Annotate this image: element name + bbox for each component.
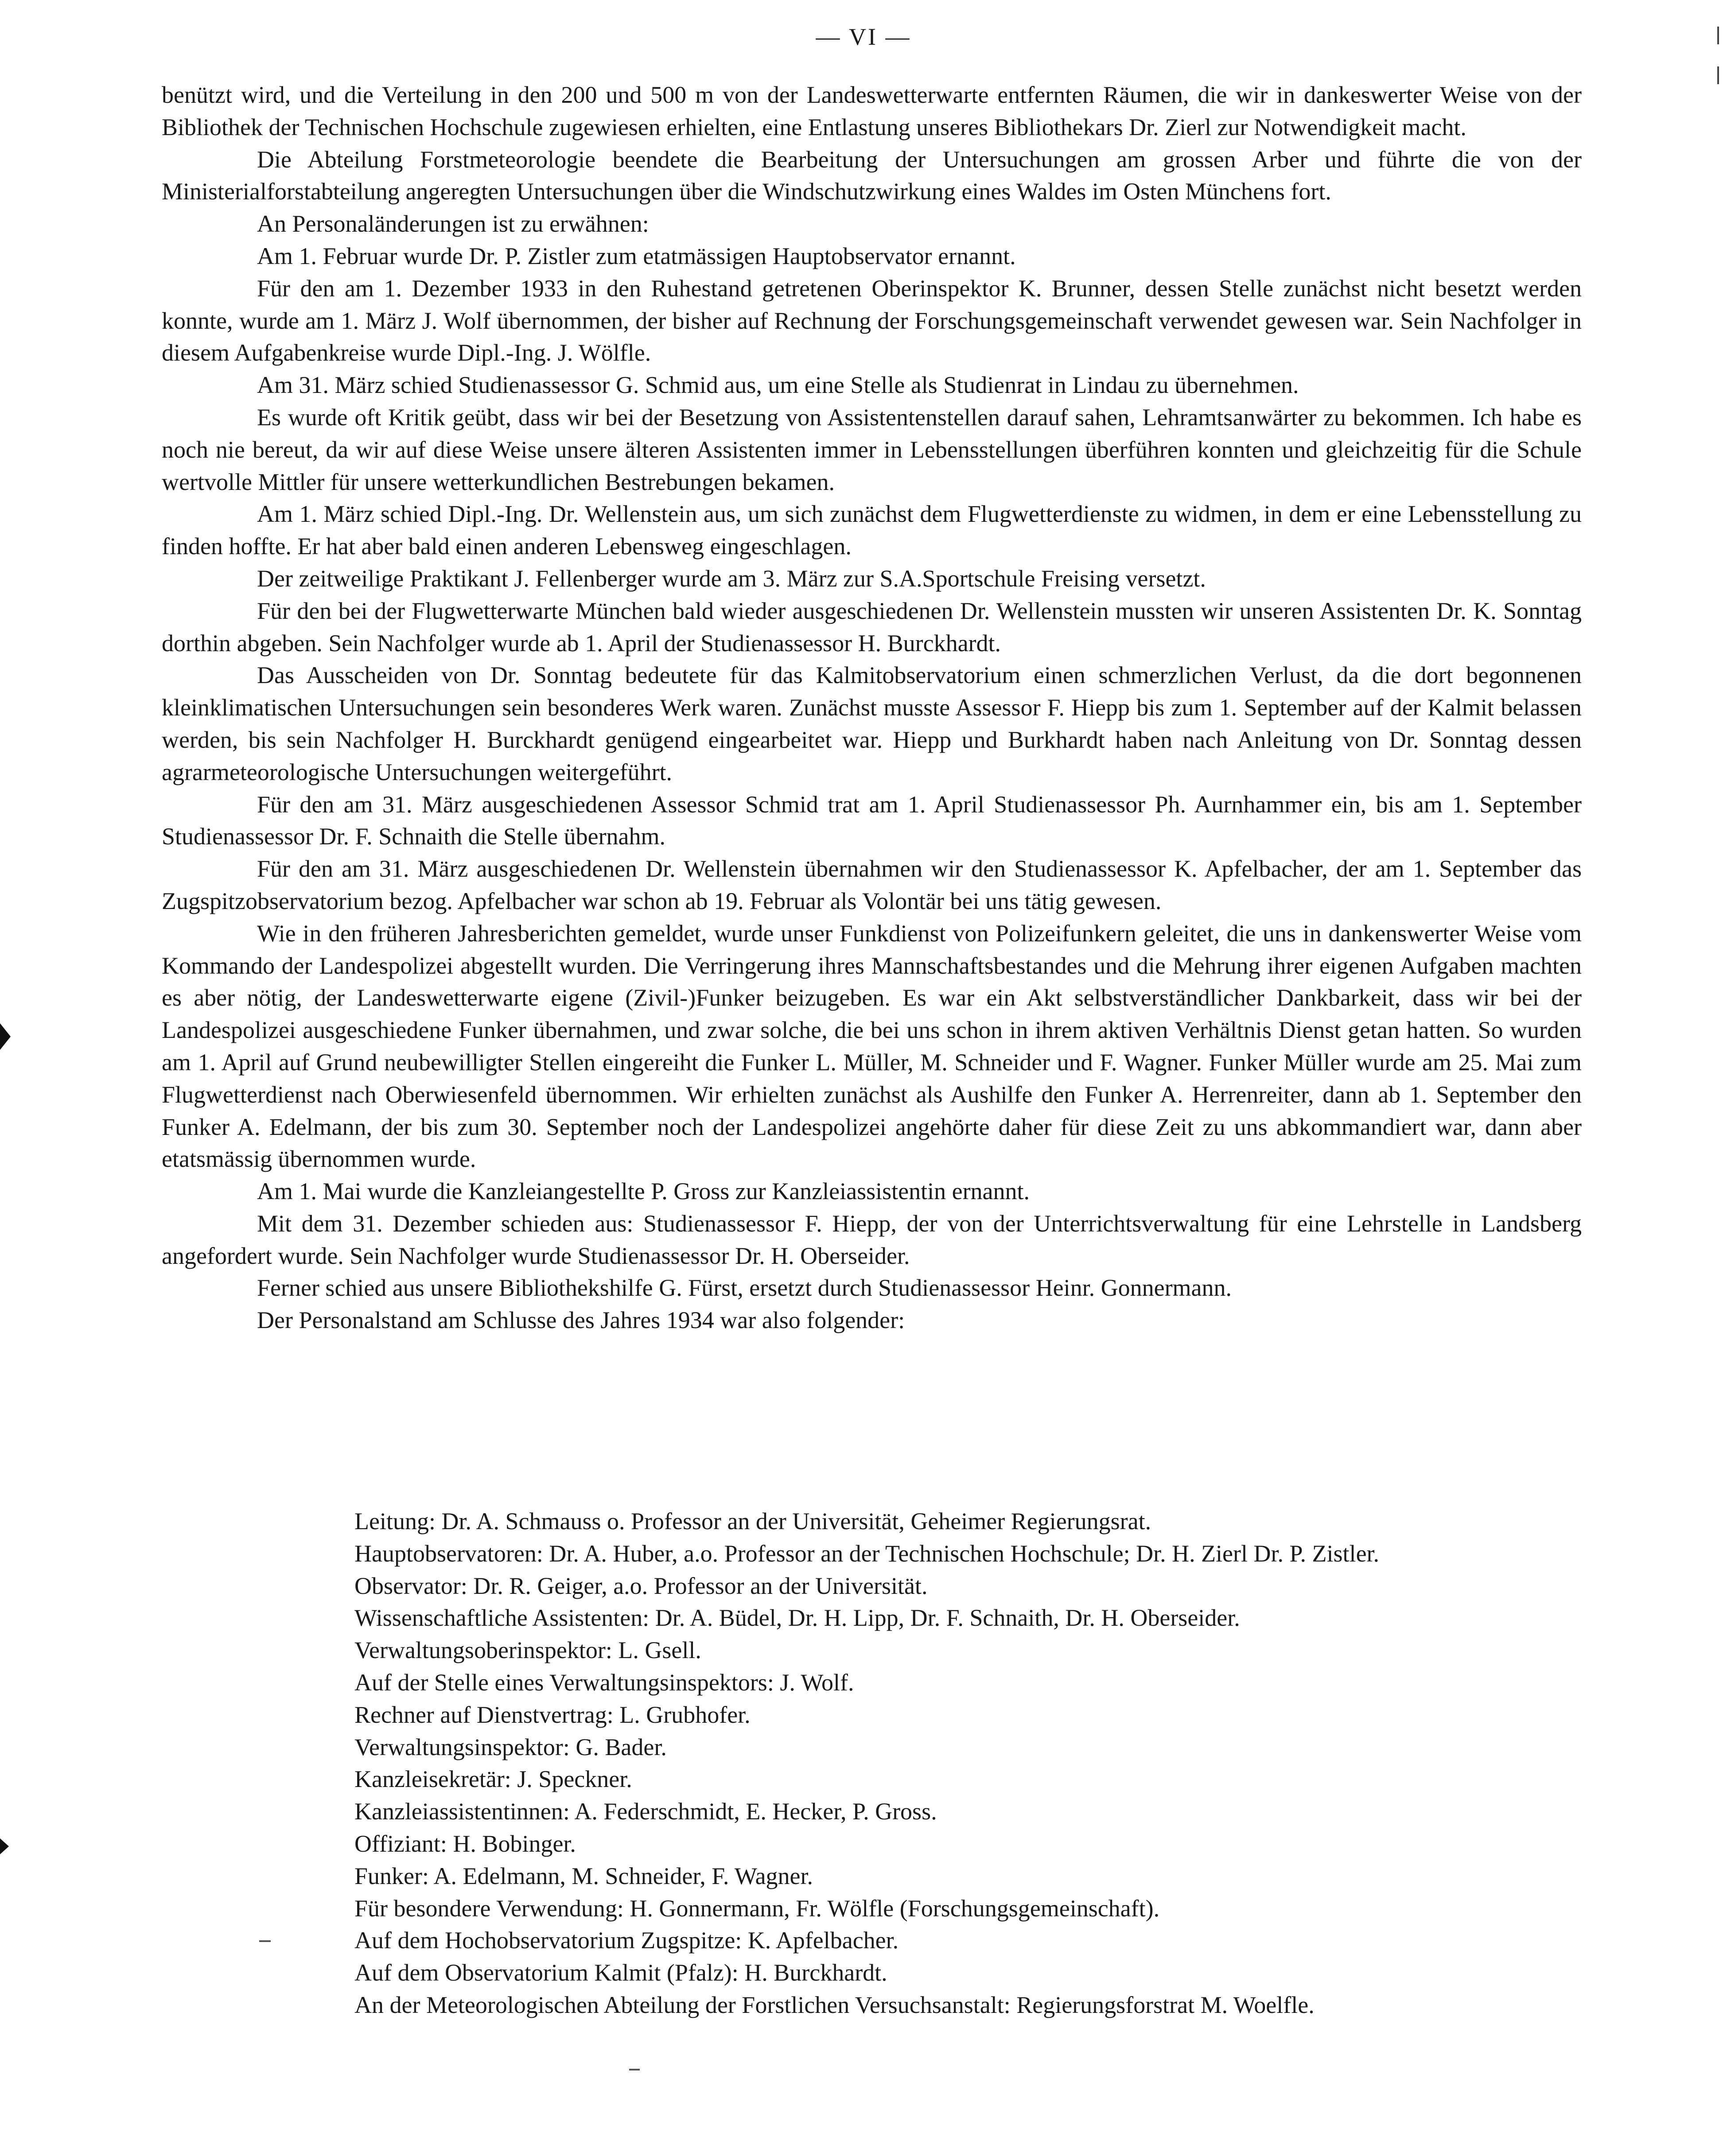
paragraph: Am 1. März schied Dipl.-Ing. Dr. Wellenstein aus, um sich zunächst dem Flugwetterdienste zu widmen, in dem er eine Lebensstellung zu finden hoffte. Er hat aber bald einen anderen Lebensweg eingeschlagen. — [162, 501, 1582, 560]
roster-item: Wissenschaftliche Assistenten: Dr. A. Büdel, Dr. H. Lipp, Dr. F. Schnaith, Dr. H. Oberseider. — [354, 1604, 1240, 1632]
paragraph: Für den am 31. März ausgeschiedenen Dr. Wellenstein übernahmen wir den Studienassessor K. Apfelbacher, der am 1. September das Zugspitzobservatorium bezog. Apfelbacher war schon ab 19. Februar als Volontär bei uns tätig gewesen. — [162, 855, 1582, 914]
paragraph: Wie in den früheren Jahresberichten gemeldet, wurde unser Funkdienst von Polizeifunkern geleitet, die uns in dankenswerter Weise vom Kommando der Landespolizei abgestellt wurden. Die Verringerung ihres Mannschaftsbestandes und die Mehrung ihrer eigenen Aufgaben machten es aber nötig, der Landeswetterwarte eigene (Zivil-)Funker beizugeben. Es war ein Akt selbstverständlicher Dankbarkeit, dass wir bei der Landespolizei ausgeschiedene Funker übernahmen, und zwar solche, die bei uns schon in ihrem aktiven Verhältnis Dienst getan hatten. So wurden am 1. April auf Grund neubewilligter Stellen eingereiht die Funker L. Müller, M. Schneider und F. Wagner. Funker Müller wurde am 25. Mai zum Flugwetterdienst nach Oberwiesenfeld übernommen. Wir erhielten zunächst als Aushilfe den Funker A. Herrenreiter, dann ab 1. September den Funker A. Edelmann, der bis zum 30. September noch der Landespolizei angehörte daher für diese Zeit zu uns abkommandiert war, dann aber etatsmässig übernommen wurde. — [162, 920, 1582, 1173]
paragraph: Die Abteilung Forstmeteorologie beendete die Bearbeitung der Untersuchungen am grossen Arber und führte die von der Ministerialforstabteilung angeregten Untersuchungen über die Windschutzwirkung eines Waldes im Osten Münchens fort. — [162, 146, 1582, 205]
roster-item: Auf dem Hochobservatorium Zugspitze: K. Apfelbacher. — [354, 1927, 899, 1954]
paragraph: Der Personalstand am Schlusse des Jahres 1934 war also folgender: — [257, 1307, 905, 1334]
paragraph: An Personaländerungen ist zu erwähnen: — [257, 210, 649, 237]
roster-item: Offiziant: H. Bobinger. — [354, 1830, 576, 1857]
roster-item: Kanzleiassistentinnen: A. Federschmidt, E. Hecker, P. Gross. — [354, 1798, 937, 1825]
left-margin-arrow-mark — [0, 1838, 11, 1854]
roster-item: Hauptobservatoren: Dr. A. Huber, a.o. Professor an der Technischen Hochschule; Dr. H. Zierl Dr. P. Zistler. — [354, 1540, 1380, 1567]
margin-dash-mark — [259, 1940, 271, 1942]
roster-item: Observator: Dr. R. Geiger, a.o. Professor an der Universität. — [354, 1572, 928, 1599]
body-text — [162, 79, 1582, 1336]
roster-item: Auf dem Observatorium Kalmit (Pfalz): H. Burckhardt. — [354, 1959, 887, 1986]
roster-item: Auf der Stelle eines Verwaltungsinspektors: J. Wolf. — [354, 1669, 854, 1696]
roster-item: Für besondere Verwendung: H. Gonnermann, Fr. Wölfle (Forschungsgemeinschaft). — [354, 1895, 1160, 1922]
left-margin-arrow-mark — [0, 1023, 13, 1050]
paragraph: Am 31. März schied Studienassessor G. Schmid aus, um eine Stelle als Studienrat in Lindau zu übernehmen. — [257, 372, 1299, 399]
roster-item: Funker: A. Edelmann, M. Schneider, F. Wagner. — [354, 1862, 813, 1889]
roster-item: Verwaltungsoberinspektor: L. Gsell. — [354, 1637, 701, 1664]
paragraph: Das Ausscheiden von Dr. Sonntag bedeutete für das Kalmitobservatorium einen schmerzlichen Verlust, da die dort begonnenen kleinklimatischen Untersuchungen sein besonderes Werk waren. Zunächst musste Assessor F. Hiepp bis zum 1. September auf der Kalmit belassen werden, bis sein Nachfolger H. Burckhardt genügend eingearbeitet war. Hiepp und Burkhardt haben nach Anleitung von Dr. Sonntag dessen agrarmeteorologische Untersuchungen weitergeführt. — [162, 662, 1582, 785]
roster-item: Kanzleisekretär: J. Speckner. — [354, 1766, 632, 1793]
paragraph: Es wurde oft Kritik geübt, dass wir bei der Besetzung von Assistentenstellen darauf sahen, Lehramtsanwärter zu bekommen. Ich habe es noch nie bereut, da wir auf diese Weise unsere älteren Assistenten immer in Lebensstellungen überführen konnten und gleichzeitig für die Schule wertvolle Mittler für unsere wetterkundlichen Bestrebungen bekamen. — [162, 404, 1582, 495]
right-margin-tick — [1717, 27, 1719, 44]
roster-item: Verwaltungsinspektor: G. Bader. — [354, 1733, 667, 1760]
paragraph: Für den bei der Flugwetterwarte München bald wieder ausgeschiedenen Dr. Wellenstein mussten wir unseren Assistenten Dr. K. Sonntag dorthin abgeben. Sein Nachfolger wurde ab 1. April der Studienassessor H. Burckhardt. — [162, 597, 1582, 657]
paragraph: Für den am 1. Dezember 1933 in den Ruhestand getretenen Oberinspektor K. Brunner, dessen Stelle zunächst nicht besetzt werden konnte, wurde am 1. März J. Wolf übernommen, der bisher auf Rechnung der Forschungsgemeinschaft verwendet gewesen war. Sein Nachfolger in diesem Aufgabenkreise wurde Dipl.-Ing. J. Wölfle. — [162, 275, 1582, 366]
margin-mark-shape — [0, 1838, 9, 1854]
roster-item: Leitung: Dr. A. Schmauss o. Professor an der Universität, Geheimer Regierungsrat. — [354, 1508, 1151, 1534]
paragraph: Mit dem 31. Dezember schieden aus: Studienassessor F. Hiepp, der von der Unterrichtsverwaltung für eine Lehrstelle in Landsberg angefordert wurde. Sein Nachfolger wurde Studienassessor Dr. H. Oberseider. — [162, 1210, 1582, 1269]
paragraph: benützt wird, und die Verteilung in den 200 und 500 m von der Landeswetterwarte entfernten Räumen, die wir in dankeswerter Weise von der Bibliothek der Technischen Hochschule zugewiesen erhielten, eine Entlastung unseres Bibliothekars Dr. Zierl zur Notwendigkeit macht. — [162, 82, 1582, 140]
staff-roster — [354, 1505, 1586, 2021]
margin-mark-shape — [0, 1023, 11, 1050]
paragraph: Der zeitweilige Praktikant J. Fellenberger wurde am 3. März zur S.A.Sportschule Freising versetzt. — [257, 565, 1206, 592]
footer-rule-mark — [629, 2069, 640, 2071]
paragraph: Ferner schied aus unsere Bibliothekshilfe G. Fürst, ersetzt durch Studienassessor Heinr. Gonnermann. — [257, 1274, 1232, 1301]
page-number: — VI — — [816, 23, 911, 50]
paragraph: Für den am 31. März ausgeschiedenen Assessor Schmid trat am 1. April Studienassessor Ph. Aurnhammer ein, bis am 1. September Studienassessor Dr. F. Schnaith die Stelle übernahm. — [162, 791, 1582, 850]
paragraph: Am 1. Februar wurde Dr. P. Zistler zum etatmässigen Hauptobservator ernannt. — [257, 242, 1016, 269]
paragraph: Am 1. Mai wurde die Kanzleiangestellte P. Gross zur Kanzleiassistentin ernannt. — [257, 1178, 1030, 1205]
roster-item: Rechner auf Dienstvertrag: L. Grubhofer. — [354, 1701, 751, 1728]
right-margin-tick — [1717, 66, 1719, 84]
roster-item: An der Meteorologischen Abteilung der Forstlichen Versuchsanstalt: Regierungsforstrat M. Woelfle. — [354, 1991, 1315, 2018]
